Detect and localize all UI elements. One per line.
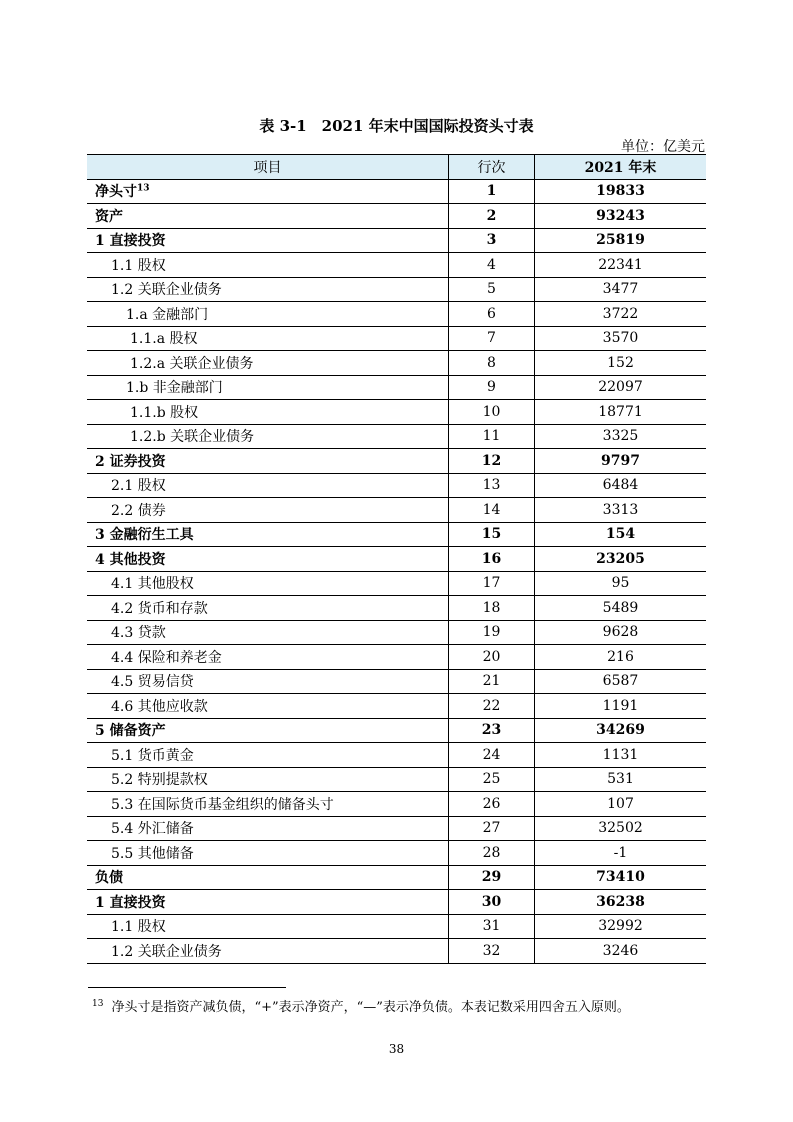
row-label-cell — [87, 400, 449, 425]
row-number: 30 — [449, 890, 535, 915]
row-number: 12 — [449, 449, 535, 474]
row-label-cell — [87, 547, 449, 572]
row-value: 107 — [535, 792, 707, 817]
table-row — [87, 620, 706, 645]
table-row — [87, 473, 706, 498]
table-row — [87, 767, 706, 792]
table-row — [87, 694, 706, 719]
row-number: 6 — [449, 302, 535, 327]
table-row — [87, 302, 706, 327]
row-label-cell — [87, 571, 449, 596]
row-label: 1 直接投资 — [95, 233, 166, 250]
row-label-cell — [87, 351, 449, 376]
row-label-cell — [87, 669, 449, 694]
row-value: 1131 — [535, 743, 707, 768]
row-number: 3 — [449, 228, 535, 253]
row-value: 18771 — [535, 400, 707, 425]
row-number: 19 — [449, 620, 535, 645]
table-row — [87, 400, 706, 425]
row-value: -1 — [535, 841, 707, 866]
row-label-cell — [87, 179, 449, 204]
row-label: 1.1.a 股权 — [130, 331, 198, 348]
row-label-cell — [87, 645, 449, 670]
row-value: 154 — [535, 522, 707, 547]
row-number: 18 — [449, 596, 535, 621]
row-label: 资产 — [95, 208, 123, 225]
table-row — [87, 841, 706, 866]
row-value: 3313 — [535, 498, 707, 523]
row-number: 9 — [449, 375, 535, 400]
row-number: 11 — [449, 424, 535, 449]
row-number: 17 — [449, 571, 535, 596]
footnote — [92, 996, 630, 1015]
row-value: 19833 — [535, 179, 707, 204]
row-label: 5.3 在国际货币基金组织的储备头寸 — [111, 796, 334, 813]
row-label: 1.2 关联企业债务 — [111, 282, 222, 299]
row-value: 3246 — [535, 939, 707, 964]
table-row — [87, 718, 706, 743]
row-label-cell — [87, 326, 449, 351]
row-number: 13 — [449, 473, 535, 498]
table-row — [87, 939, 706, 964]
row-label-cell — [87, 743, 449, 768]
row-value: 9628 — [535, 620, 707, 645]
table-row — [87, 792, 706, 817]
row-label: 5 储备资产 — [95, 723, 166, 740]
row-label: 4.2 货币和存款 — [111, 600, 208, 617]
row-number: 15 — [449, 522, 535, 547]
table-body — [87, 179, 706, 963]
row-label: 3 金融衍生工具 — [95, 527, 194, 544]
table-title: 表 3-1 2021 年末中国国际投资头寸表 — [259, 117, 534, 135]
header-item: 项目 — [87, 155, 449, 180]
row-label: 1.a 金融部门 — [126, 306, 209, 323]
header-year-end: 2021 年末 — [535, 155, 707, 180]
row-label: 5.5 其他储备 — [111, 845, 194, 862]
row-number: 29 — [449, 865, 535, 890]
row-label: 2.2 债券 — [111, 502, 166, 519]
row-value: 1191 — [535, 694, 707, 719]
table-row — [87, 743, 706, 768]
row-value: 5489 — [535, 596, 707, 621]
row-number: 25 — [449, 767, 535, 792]
row-number: 5 — [449, 277, 535, 302]
row-label: 1.2.b 关联企业债务 — [130, 429, 255, 446]
row-label: 4.3 贷款 — [111, 625, 166, 642]
table-row — [87, 277, 706, 302]
row-value: 36238 — [535, 890, 707, 915]
row-label-cell — [87, 841, 449, 866]
row-number: 27 — [449, 816, 535, 841]
table-row — [87, 253, 706, 278]
row-number: 32 — [449, 939, 535, 964]
table-row — [87, 645, 706, 670]
table-header-row — [87, 155, 706, 180]
row-value: 25819 — [535, 228, 707, 253]
row-label: 5.2 特别提款权 — [111, 772, 208, 789]
row-label: 2 证券投资 — [95, 453, 166, 470]
row-value: 3570 — [535, 326, 707, 351]
row-label: 5.1 货币黄金 — [111, 747, 194, 764]
row-label: 1.1 股权 — [111, 919, 166, 936]
footnote-ref: 13 — [137, 183, 150, 194]
row-label-cell — [87, 424, 449, 449]
row-number: 22 — [449, 694, 535, 719]
row-number: 7 — [449, 326, 535, 351]
row-value: 6484 — [535, 473, 707, 498]
row-number: 14 — [449, 498, 535, 523]
row-value: 152 — [535, 351, 707, 376]
row-value: 9797 — [535, 449, 707, 474]
row-value: 6587 — [535, 669, 707, 694]
row-label-cell — [87, 914, 449, 939]
row-value: 32992 — [535, 914, 707, 939]
row-label-cell — [87, 228, 449, 253]
table-row — [87, 228, 706, 253]
row-label: 2.1 股权 — [111, 478, 166, 495]
investment-position-table — [87, 154, 706, 964]
row-label-cell — [87, 302, 449, 327]
row-label-cell — [87, 375, 449, 400]
footnote-divider — [88, 987, 286, 988]
row-value: 34269 — [535, 718, 707, 743]
table-row — [87, 204, 706, 229]
row-number: 26 — [449, 792, 535, 817]
row-label: 1.2 关联企业债务 — [111, 943, 222, 960]
row-label-cell — [87, 890, 449, 915]
row-value: 22097 — [535, 375, 707, 400]
row-label: 1.b 非金融部门 — [126, 380, 223, 397]
row-value: 531 — [535, 767, 707, 792]
row-number: 8 — [449, 351, 535, 376]
row-value: 32502 — [535, 816, 707, 841]
row-value: 22341 — [535, 253, 707, 278]
row-value: 93243 — [535, 204, 707, 229]
row-label-cell — [87, 449, 449, 474]
row-label: 负债 — [95, 870, 123, 887]
row-label: 4 其他投资 — [95, 551, 166, 568]
table-row — [87, 351, 706, 376]
table-row — [87, 596, 706, 621]
row-number: 24 — [449, 743, 535, 768]
page-number: 38 — [388, 1042, 405, 1056]
table-row — [87, 424, 706, 449]
row-label-cell — [87, 253, 449, 278]
row-label: 5.4 外汇储备 — [111, 821, 194, 838]
row-label-cell — [87, 498, 449, 523]
row-label-cell — [87, 816, 449, 841]
row-value: 3325 — [535, 424, 707, 449]
table-row — [87, 498, 706, 523]
row-number: 21 — [449, 669, 535, 694]
row-number: 23 — [449, 718, 535, 743]
row-label-cell — [87, 596, 449, 621]
row-label: 净头寸 — [95, 184, 137, 201]
row-label-cell — [87, 767, 449, 792]
row-label-cell — [87, 792, 449, 817]
footnote-mark: 13 — [92, 998, 104, 1009]
row-label: 4.6 其他应收款 — [111, 698, 208, 715]
table-row — [87, 375, 706, 400]
row-number: 2 — [449, 204, 535, 229]
row-number: 10 — [449, 400, 535, 425]
table-row — [87, 914, 706, 939]
row-number: 4 — [449, 253, 535, 278]
row-label-cell — [87, 865, 449, 890]
row-number: 16 — [449, 547, 535, 572]
row-label-cell — [87, 204, 449, 229]
row-label: 1.1 股权 — [111, 257, 166, 274]
row-label-cell — [87, 522, 449, 547]
row-value: 3722 — [535, 302, 707, 327]
table-row — [87, 816, 706, 841]
row-number: 31 — [449, 914, 535, 939]
row-label: 4.4 保险和养老金 — [111, 649, 222, 666]
table-row — [87, 449, 706, 474]
row-label-cell — [87, 620, 449, 645]
header-row-number: 行次 — [449, 155, 535, 180]
row-label-cell — [87, 277, 449, 302]
row-label: 4.1 其他股权 — [111, 576, 194, 593]
row-label-cell — [87, 473, 449, 498]
unit-label: 单位：亿美元 — [621, 139, 705, 155]
row-value: 216 — [535, 645, 707, 670]
row-label-cell — [87, 694, 449, 719]
row-number: 28 — [449, 841, 535, 866]
table-row — [87, 865, 706, 890]
table-row — [87, 522, 706, 547]
table-row — [87, 547, 706, 572]
table-row — [87, 179, 706, 204]
row-value: 95 — [535, 571, 707, 596]
row-number: 20 — [449, 645, 535, 670]
row-label: 1.2.a 关联企业债务 — [130, 355, 254, 372]
row-value: 73410 — [535, 865, 707, 890]
row-label: 1 直接投资 — [95, 894, 166, 911]
table-row — [87, 890, 706, 915]
footnote-text: 净头寸是指资产减负债，“+”表示净资产，“—”表示净负债。本表记数采用四舍五入原则。 — [111, 1000, 630, 1015]
table-row — [87, 326, 706, 351]
row-label: 1.1.b 股权 — [130, 404, 199, 421]
row-label: 4.5 贸易信贷 — [111, 674, 194, 691]
row-value: 3477 — [535, 277, 707, 302]
table-row — [87, 669, 706, 694]
table-row — [87, 571, 706, 596]
row-value: 23205 — [535, 547, 707, 572]
row-label-cell — [87, 718, 449, 743]
row-label-cell — [87, 939, 449, 964]
row-number: 1 — [449, 179, 535, 204]
